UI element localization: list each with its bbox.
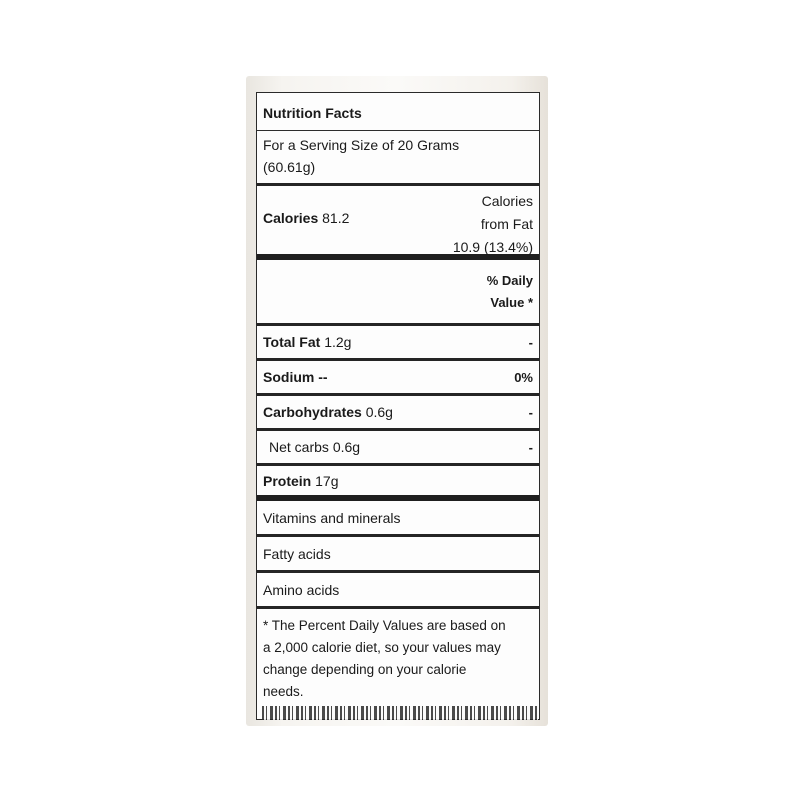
section-fatty-acids: Fatty acids — [257, 537, 539, 573]
calories-total — [263, 210, 349, 226]
footnote-line: change depending on your calorie — [263, 662, 467, 677]
footnote-line: a 2,000 calorie diet, so your values may — [263, 640, 501, 655]
daily-value-header — [257, 260, 539, 326]
calories-from-fat-line1: Calories — [481, 193, 533, 209]
serving-size — [257, 131, 539, 186]
nutrient-row-total-fat — [257, 326, 539, 361]
daily-value-header-line1: % Daily — [486, 273, 533, 288]
nutrient-row-sodium — [257, 361, 539, 396]
footnote-line: needs. — [263, 684, 304, 699]
nutrient-row-carbohydrates — [257, 396, 539, 431]
nutrient-name: Protein 17g — [263, 472, 339, 489]
nutrient-daily-value: - — [528, 334, 533, 350]
calories-row — [257, 186, 539, 260]
nutrient-daily-value: - — [528, 439, 533, 455]
footnote — [257, 609, 539, 719]
nutrient-row-protein — [257, 466, 539, 501]
label-title: Nutrition Facts — [257, 93, 539, 131]
nutrient-name: Carbohydrates 0.6g — [263, 404, 393, 420]
calories-from-fat-line2: from Fat — [480, 216, 533, 232]
serving-size-line2: (60.61g) — [263, 159, 316, 175]
serving-size-line1: For a Serving Size of 20 Grams — [263, 137, 460, 153]
nutrient-name: Net carbs 0.6g — [269, 439, 361, 455]
calories-from-fat-value: 10.9 (13.4%) — [452, 239, 533, 255]
cropped-barcode — [262, 706, 538, 720]
daily-value-header-line2: Value * — [490, 295, 533, 310]
footnote-line: * The Percent Daily Values are based on — [263, 618, 506, 633]
nutrient-name: Sodium -- — [263, 369, 328, 385]
calories-value: 81.2 — [322, 210, 350, 226]
section-amino-acids: Amino acids — [257, 573, 539, 609]
nutrient-name: Total Fat 1.2g — [263, 334, 352, 350]
section-vitamins-minerals: Vitamins and minerals — [257, 501, 539, 537]
nutrient-daily-value: - — [528, 404, 533, 420]
nutrient-row-net-carbs — [257, 431, 539, 466]
nutrition-facts-label — [256, 92, 540, 720]
nutrient-daily-value: 0% — [514, 369, 533, 385]
calories-label: Calories — [263, 210, 319, 226]
calories-from-fat — [423, 190, 533, 259]
